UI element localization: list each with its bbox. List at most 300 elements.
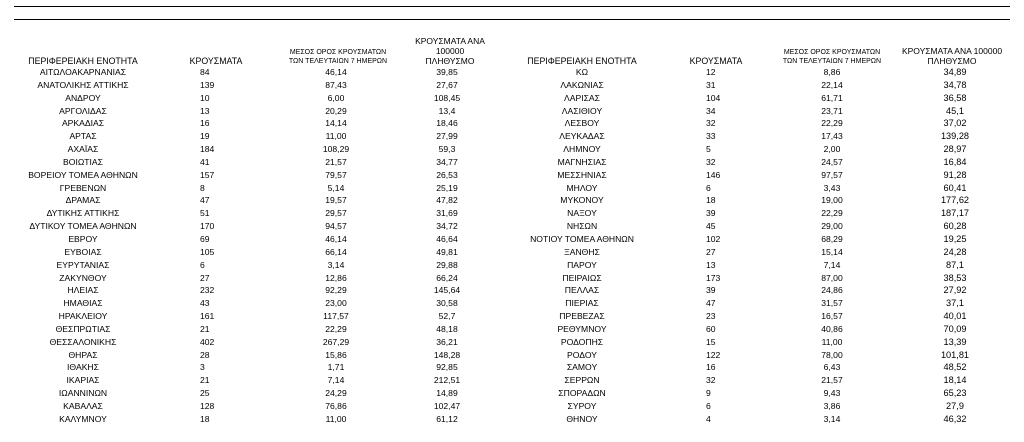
table-row xyxy=(0,207,512,220)
cell-avg-7-days: 24,29 xyxy=(325,388,347,399)
cell-cases: 4 xyxy=(706,413,711,424)
cell-avg-7-days: 68,29 xyxy=(821,233,843,244)
cell-avg-7-days: 108,29 xyxy=(322,144,350,155)
cell-cases: 32 xyxy=(706,118,716,129)
cell-avg-7-days: 87,43 xyxy=(325,79,347,90)
table-row xyxy=(512,220,1024,233)
cell-per-100k: 27,9 xyxy=(946,400,964,411)
cell-avg-7-days: 8,86 xyxy=(823,67,841,77)
cell-region: ΜΥΚΟΝΟΥ xyxy=(560,195,604,206)
cell-region: ΛΗΜΝΟΥ xyxy=(563,144,601,155)
cell-per-100k: 47,82 xyxy=(436,195,458,206)
table-row xyxy=(512,207,1024,220)
table-row xyxy=(0,79,512,92)
cell-region: ΗΡΑΚΛΕΙΟΥ xyxy=(58,311,108,322)
cell-cases: 128 xyxy=(200,400,215,411)
table-right-body xyxy=(512,66,1024,426)
cell-per-100k: 36,58 xyxy=(943,92,967,103)
cell-region: ΘΕΣΣΑΛΟΝΙΚΗΣ xyxy=(49,336,117,347)
table-row xyxy=(512,336,1024,349)
cell-per-100k: 34,78 xyxy=(943,79,967,90)
cell-avg-7-days: 14,14 xyxy=(325,118,347,129)
cell-avg-7-days: 2,00 xyxy=(823,144,841,155)
cell-avg-7-days: 11,00 xyxy=(325,131,347,142)
cell-cases: 41 xyxy=(200,156,210,167)
cell-cases: 6 xyxy=(200,259,205,270)
cell-region: ΜΗΛΟΥ xyxy=(566,182,598,193)
cell-region: ΕΒΡΟΥ xyxy=(68,233,98,244)
cell-per-100k: 13,4 xyxy=(438,105,456,116)
table-row xyxy=(512,169,1024,182)
cell-region: ΑΧΑΪΑΣ xyxy=(67,144,99,155)
cell-cases: 31 xyxy=(706,79,716,90)
cell-avg-7-days: 29,00 xyxy=(821,221,843,232)
cell-avg-7-days: 15,86 xyxy=(325,349,347,360)
cell-region: ΘΕΣΠΡΩΤΙΑΣ xyxy=(55,323,111,334)
cell-avg-7-days: 40,86 xyxy=(821,323,843,334)
cell-cases: 32 xyxy=(706,156,716,167)
cell-avg-7-days: 19,57 xyxy=(325,195,347,206)
cell-region: ΗΛΕΙΑΣ xyxy=(67,285,99,296)
cell-avg-7-days: 22,29 xyxy=(325,323,347,334)
cell-cases: 39 xyxy=(706,208,716,219)
header-per-100k xyxy=(896,46,1008,66)
cell-region: ΜΕΣΣΗΝΙΑΣ xyxy=(557,169,607,180)
cell-avg-7-days: 15,14 xyxy=(821,246,843,257)
table-row xyxy=(0,220,512,233)
table-row xyxy=(0,92,512,105)
cell-cases: 16 xyxy=(200,118,210,129)
table-row xyxy=(0,105,512,118)
cell-region: ΞΑΝΘΗΣ xyxy=(564,246,600,257)
cell-per-100k: 37,1 xyxy=(946,298,964,309)
cell-avg-7-days: 19,00 xyxy=(821,195,843,206)
cell-per-100k: 27,67 xyxy=(436,79,458,90)
cell-cases: 12 xyxy=(706,67,716,77)
cell-avg-7-days: 46,14 xyxy=(325,233,347,244)
table-row xyxy=(0,259,512,272)
cell-region: ΑΝΔΡΟΥ xyxy=(65,92,101,103)
cell-per-100k: 92,85 xyxy=(436,362,458,373)
cell-cases: 32 xyxy=(706,375,716,386)
cell-avg-7-days: 21,57 xyxy=(821,375,843,386)
table-row xyxy=(512,233,1024,246)
cell-per-100k: 91,28 xyxy=(943,169,967,180)
cell-per-100k: 14,89 xyxy=(436,388,458,399)
cell-per-100k: 13,39 xyxy=(943,336,967,347)
cell-avg-7-days: 11,00 xyxy=(325,413,347,424)
table-row xyxy=(512,310,1024,323)
cell-cases: 84 xyxy=(200,67,210,77)
cell-cases: 47 xyxy=(200,195,210,206)
cell-region: ΣΠΟΡΑΔΩΝ xyxy=(558,388,606,399)
header-cases: ΚΡΟΥΣΜΑΤΑ xyxy=(689,56,743,66)
cell-cases: 51 xyxy=(200,208,210,219)
cell-region: ΝΗΣΩΝ xyxy=(566,221,598,232)
cell-per-100k: 65,23 xyxy=(943,388,967,399)
table-row xyxy=(0,400,512,413)
cell-region: ΠΕΙΡΑΙΩΣ xyxy=(562,272,602,283)
cell-per-100k: 38,53 xyxy=(943,272,967,283)
table-row xyxy=(0,194,512,207)
table-row xyxy=(512,349,1024,362)
table-row xyxy=(512,413,1024,426)
cell-per-100k: 177,62 xyxy=(940,195,970,206)
table-row xyxy=(512,156,1024,169)
table-row xyxy=(0,310,512,323)
cell-per-100k: 108,45 xyxy=(433,92,461,103)
cell-per-100k: 148,28 xyxy=(433,349,461,360)
cell-region: ΛΑΣΙΘΙΟΥ xyxy=(561,105,603,116)
table-row xyxy=(512,66,1024,79)
table-row xyxy=(0,272,512,285)
cell-avg-7-days: 31,57 xyxy=(821,298,843,309)
cell-avg-7-days: 66,14 xyxy=(325,246,347,257)
cell-per-100k: 60,28 xyxy=(943,221,967,232)
cell-region: ΛΕΣΒΟΥ xyxy=(564,118,600,129)
cell-per-100k: 70,09 xyxy=(943,323,967,334)
header-avg-line2: ΤΩΝ ΤΕΛΕΥΤΑΙΩΝ 7 ΗΜΕΡΩΝ xyxy=(288,58,388,65)
cell-cases: 33 xyxy=(706,131,716,142)
cell-region: ΑΝΑΤΟΛΙΚΗΣ ΑΤΤΙΚΗΣ xyxy=(37,79,129,90)
cell-region: ΑΙΤΩΛΟΑΚΑΡΝΑΝΙΑΣ xyxy=(39,67,127,77)
cell-region: ΡΟΔΟΠΗΣ xyxy=(560,336,604,347)
cell-avg-7-days: 7,14 xyxy=(327,375,345,386)
table-row xyxy=(0,297,512,310)
cell-region: ΗΜΑΘΙΑΣ xyxy=(63,298,103,309)
cell-cases: 232 xyxy=(200,285,215,296)
cell-per-100k: 37,02 xyxy=(943,118,967,129)
table-row xyxy=(0,349,512,362)
cell-region: ΣΕΡΡΩΝ xyxy=(564,375,600,386)
cell-region: ΜΑΓΝΗΣΙΑΣ xyxy=(557,156,607,167)
cell-region: ΘΗΡΑΣ xyxy=(68,349,98,360)
table-right-header xyxy=(512,40,1024,66)
cell-avg-7-days: 92,29 xyxy=(325,285,347,296)
cell-per-100k: 16,84 xyxy=(943,156,967,167)
header-avg-line2: ΤΩΝ ΤΕΛΕΥΤΑΙΩΝ 7 ΗΜΕΡΩΝ xyxy=(782,58,882,65)
cell-cases: 21 xyxy=(200,375,210,386)
cell-region: ΖΑΚΥΝΘΟΥ xyxy=(59,272,107,283)
cell-cases: 18 xyxy=(200,413,210,424)
top-rule xyxy=(14,6,1010,7)
cell-cases: 16 xyxy=(706,362,716,373)
cell-per-100k: 145,64 xyxy=(433,285,461,296)
cell-avg-7-days: 46,14 xyxy=(325,67,347,77)
header-per-line2: ΠΛΗΘΥΣΜΟ xyxy=(927,56,977,66)
cell-region: ΙΘΑΚΗΣ xyxy=(67,362,99,373)
cell-cases: 15 xyxy=(706,336,716,347)
table-row xyxy=(512,143,1024,156)
table-row xyxy=(0,66,512,79)
cell-cases: 104 xyxy=(706,92,721,103)
table-row xyxy=(0,169,512,182)
cell-cases: 157 xyxy=(200,169,215,180)
cell-avg-7-days: 22,29 xyxy=(821,118,843,129)
cell-per-100k: 45,1 xyxy=(946,105,964,116)
table-row xyxy=(512,117,1024,130)
cell-avg-7-days: 61,71 xyxy=(821,92,843,103)
cell-cases: 184 xyxy=(200,144,215,155)
table-row xyxy=(512,323,1024,336)
cell-per-100k: 48,52 xyxy=(943,362,967,373)
cell-region: ΔΡΑΜΑΣ xyxy=(65,195,101,206)
cell-per-100k: 46,32 xyxy=(943,413,967,424)
cell-region: ΓΡΕΒΕΝΩΝ xyxy=(59,182,107,193)
table-row xyxy=(512,284,1024,297)
cell-avg-7-days: 20,29 xyxy=(325,105,347,116)
cell-region: ΘΗΝΟΥ xyxy=(566,413,598,424)
cell-region: ΒΟΡΕΙΟΥ ΤΟΜΕΑ ΑΘΗΝΩΝ xyxy=(28,169,138,180)
cell-cases: 105 xyxy=(200,246,215,257)
cell-per-100k: 29,88 xyxy=(436,259,458,270)
cell-avg-7-days: 1,71 xyxy=(327,362,345,373)
cell-per-100k: 36,21 xyxy=(436,336,458,347)
cell-per-100k: 48,18 xyxy=(436,323,458,334)
cell-per-100k: 25,19 xyxy=(436,182,458,193)
cell-region: ΑΡΓΟΛΙΔΑΣ xyxy=(59,105,107,116)
cell-cases: 146 xyxy=(706,169,721,180)
cell-region: ΣΥΡΟΥ xyxy=(567,400,597,411)
cell-per-100k: 49,81 xyxy=(436,246,458,257)
table-row xyxy=(0,246,512,259)
table-row xyxy=(512,246,1024,259)
cell-per-100k: 87,1 xyxy=(946,259,964,270)
cell-cases: 43 xyxy=(200,298,210,309)
cell-per-100k: 101,81 xyxy=(940,349,970,360)
cell-cases: 34 xyxy=(706,105,716,116)
table-row xyxy=(0,361,512,374)
cell-cases: 25 xyxy=(200,388,210,399)
cell-region: ΣΑΜΟΥ xyxy=(566,362,598,373)
table-row xyxy=(512,92,1024,105)
cell-cases: 402 xyxy=(200,336,215,347)
cell-region: ΝΟΤΙΟΥ ΤΟΜΕΑ ΑΘΗΝΩΝ xyxy=(530,233,634,244)
cell-cases: 45 xyxy=(706,221,716,232)
cell-avg-7-days: 6,43 xyxy=(823,362,841,373)
cell-avg-7-days: 7,14 xyxy=(823,259,841,270)
header-avg-line1: ΜΕΣΟΣ ΟΡΟΣ ΚΡΟΥΣΜΑΤΩΝ xyxy=(289,49,387,56)
table-left-header xyxy=(0,36,512,66)
header-per-line1: ΚΡΟΥΣΜΑΤΑ ΑΝΑ 100000 xyxy=(901,46,1003,56)
cell-avg-7-days: 29,57 xyxy=(325,208,347,219)
cell-cases: 27 xyxy=(706,246,716,257)
cell-region: ΠΕΛΛΑΣ xyxy=(564,285,600,296)
cell-avg-7-days: 22,14 xyxy=(821,79,843,90)
cell-per-100k: 18,46 xyxy=(436,118,458,129)
table-row xyxy=(0,413,512,426)
cell-per-100k: 139,28 xyxy=(940,131,970,142)
table-row xyxy=(512,361,1024,374)
header-rule xyxy=(14,19,1010,20)
cell-cases: 6 xyxy=(706,182,711,193)
cell-cases: 13 xyxy=(200,105,210,116)
cell-per-100k: 66,24 xyxy=(436,272,458,283)
cell-avg-7-days: 94,57 xyxy=(325,221,347,232)
cell-cases: 27 xyxy=(200,272,210,283)
cell-region: ΚΑΛΥΜΝΟΥ xyxy=(59,413,107,424)
cell-avg-7-days: 12,86 xyxy=(325,272,347,283)
cell-cases: 170 xyxy=(200,221,215,232)
cell-per-100k: 187,17 xyxy=(940,208,970,219)
table-row xyxy=(0,374,512,387)
cell-per-100k: 19,25 xyxy=(943,233,967,244)
table-row xyxy=(512,182,1024,195)
cell-per-100k: 39,85 xyxy=(436,67,458,77)
cell-cases: 5 xyxy=(706,144,711,155)
table-left xyxy=(0,36,512,426)
cell-cases: 39 xyxy=(706,285,716,296)
cell-per-100k: 34,77 xyxy=(436,156,458,167)
cell-cases: 9 xyxy=(706,388,711,399)
cell-per-100k: 59,3 xyxy=(438,144,456,155)
cell-per-100k: 27,92 xyxy=(943,285,967,296)
cell-cases: 18 xyxy=(706,195,716,206)
cell-cases: 139 xyxy=(200,79,215,90)
cell-avg-7-days: 267,29 xyxy=(322,336,350,347)
cell-region: ΠΑΡΟΥ xyxy=(567,259,597,270)
cell-region: ΙΚΑΡΙΑΣ xyxy=(66,375,100,386)
cell-per-100k: 34,89 xyxy=(943,67,967,77)
cell-region: ΚΑΒΑΛΑΣ xyxy=(63,400,103,411)
cell-cases: 102 xyxy=(706,233,721,244)
table-row xyxy=(512,272,1024,285)
header-per-100k xyxy=(404,36,496,66)
cell-region: ΛΑΡΙΣΑΣ xyxy=(564,92,600,103)
cell-avg-7-days: 3,86 xyxy=(823,400,841,411)
cell-cases: 10 xyxy=(200,92,210,103)
cell-per-100k: 18,14 xyxy=(943,375,967,386)
cell-cases: 28 xyxy=(200,349,210,360)
cell-avg-7-days: 23,71 xyxy=(821,105,843,116)
cell-per-100k: 212,51 xyxy=(433,375,461,386)
cell-cases: 47 xyxy=(706,298,716,309)
header-region: ΠΕΡΙΦΕΡΕΙΑΚΗ ΕΝΟΤΗΤΑ xyxy=(28,56,138,66)
table-row xyxy=(512,130,1024,143)
header-avg-line1: ΜΕΣΟΣ ΟΡΟΣ ΚΡΟΥΣΜΑΤΩΝ xyxy=(783,49,881,56)
cell-avg-7-days: 3,14 xyxy=(823,413,841,424)
cell-cases: 21 xyxy=(200,323,210,334)
cell-avg-7-days: 3,14 xyxy=(327,259,345,270)
cell-cases: 8 xyxy=(200,182,205,193)
table-row xyxy=(0,143,512,156)
cell-per-100k: 30,58 xyxy=(436,298,458,309)
cell-region: ΕΥΡΥΤΑΝΙΑΣ xyxy=(56,259,110,270)
cell-cases: 13 xyxy=(706,259,716,270)
cell-per-100k: 61,12 xyxy=(436,413,458,424)
cell-cases: 6 xyxy=(706,400,711,411)
cell-per-100k: 60,41 xyxy=(943,182,967,193)
cell-region: ΡΕΘΥΜΝΟΥ xyxy=(557,323,607,334)
cell-cases: 122 xyxy=(706,349,721,360)
table-row xyxy=(0,156,512,169)
cell-per-100k: 52,7 xyxy=(438,311,456,322)
header-region: ΠΕΡΙΦΕΡΕΙΑΚΗ ΕΝΟΤΗΤΑ xyxy=(527,56,637,66)
table-row xyxy=(512,79,1024,92)
cell-region: ΕΥΒΟΙΑΣ xyxy=(64,246,102,257)
table-row xyxy=(0,130,512,143)
header-cases: ΚΡΟΥΣΜΑΤΑ xyxy=(189,56,243,66)
table-row xyxy=(512,259,1024,272)
cell-avg-7-days: 11,00 xyxy=(821,336,843,347)
cell-per-100k: 31,69 xyxy=(436,208,458,219)
cell-per-100k: 102,47 xyxy=(433,400,461,411)
cell-avg-7-days: 6,00 xyxy=(327,92,345,103)
cell-avg-7-days: 117,57 xyxy=(323,311,349,322)
cell-cases: 173 xyxy=(706,272,721,283)
cell-cases: 60 xyxy=(706,323,716,334)
table-row xyxy=(0,336,512,349)
cell-per-100k: 34,72 xyxy=(436,221,458,232)
cell-cases: 3 xyxy=(200,362,205,373)
cell-avg-7-days: 24,57 xyxy=(821,156,843,167)
table-row xyxy=(512,400,1024,413)
cell-per-100k: 46,64 xyxy=(436,233,458,244)
table-row xyxy=(512,387,1024,400)
table-row xyxy=(0,387,512,400)
header-per-line1: ΚΡΟΥΣΜΑΤΑ ΑΝΑ 100000 xyxy=(415,36,485,56)
cell-per-100k: 24,28 xyxy=(943,246,967,257)
cell-region: ΝΑΞΟΥ xyxy=(567,208,597,219)
cell-per-100k: 26,53 xyxy=(436,169,458,180)
cell-avg-7-days: 79,57 xyxy=(325,169,347,180)
table-left-body xyxy=(0,66,512,426)
table-row xyxy=(0,117,512,130)
cell-per-100k: 27,99 xyxy=(436,131,458,142)
cell-region: ΔΥΤΙΚΗΣ ΑΤΤΙΚΗΣ xyxy=(46,208,120,219)
cell-avg-7-days: 78,00 xyxy=(821,349,843,360)
cell-per-100k: 28,97 xyxy=(943,144,967,155)
cell-avg-7-days: 5,14 xyxy=(327,182,345,193)
table-row xyxy=(0,233,512,246)
cell-region: ΔΥΤΙΚΟΥ ΤΟΜΕΑ ΑΘΗΝΩΝ xyxy=(29,221,137,232)
cell-region: ΑΡΤΑΣ xyxy=(69,131,97,142)
cell-cases: 23 xyxy=(706,311,716,322)
cell-cases: 19 xyxy=(200,131,210,142)
table-row xyxy=(512,105,1024,118)
cell-cases: 161 xyxy=(200,311,215,322)
cell-avg-7-days: 24,86 xyxy=(821,285,843,296)
cell-region: ΛΑΚΩΝΙΑΣ xyxy=(560,79,604,90)
cell-region: ΛΕΥΚΑΔΑΣ xyxy=(559,131,605,142)
cell-avg-7-days: 87,00 xyxy=(821,272,843,283)
header-avg-7-days xyxy=(276,48,400,66)
header-per-line2: ΠΛΗΘΥΣΜΟ xyxy=(425,56,475,66)
cell-region: ΙΩΑΝΝΙΝΩΝ xyxy=(58,388,108,399)
table-row xyxy=(512,297,1024,310)
cell-region: ΒΟΙΩΤΙΑΣ xyxy=(63,156,103,167)
cell-avg-7-days: 3,43 xyxy=(823,182,841,193)
header-avg-7-days xyxy=(770,48,894,66)
cell-avg-7-days: 9,43 xyxy=(823,388,841,399)
cell-avg-7-days: 22,29 xyxy=(821,208,843,219)
table-row xyxy=(0,182,512,195)
cell-avg-7-days: 16,57 xyxy=(821,311,843,322)
table-right xyxy=(512,40,1024,426)
cell-region: ΠΙΕΡΙΑΣ xyxy=(565,298,599,309)
table-row xyxy=(512,194,1024,207)
table-row xyxy=(0,323,512,336)
cell-avg-7-days: 97,57 xyxy=(821,169,843,180)
cell-cases: 69 xyxy=(200,233,210,244)
cell-avg-7-days: 17,43 xyxy=(821,131,843,142)
cell-region: ΡΟΔΟΥ xyxy=(567,349,597,360)
table-row xyxy=(0,284,512,297)
cell-avg-7-days: 76,86 xyxy=(325,400,347,411)
cell-region: ΑΡΚΑΔΙΑΣ xyxy=(61,118,105,129)
cell-avg-7-days: 23,00 xyxy=(325,298,347,309)
cell-region: ΚΩ xyxy=(575,67,589,77)
